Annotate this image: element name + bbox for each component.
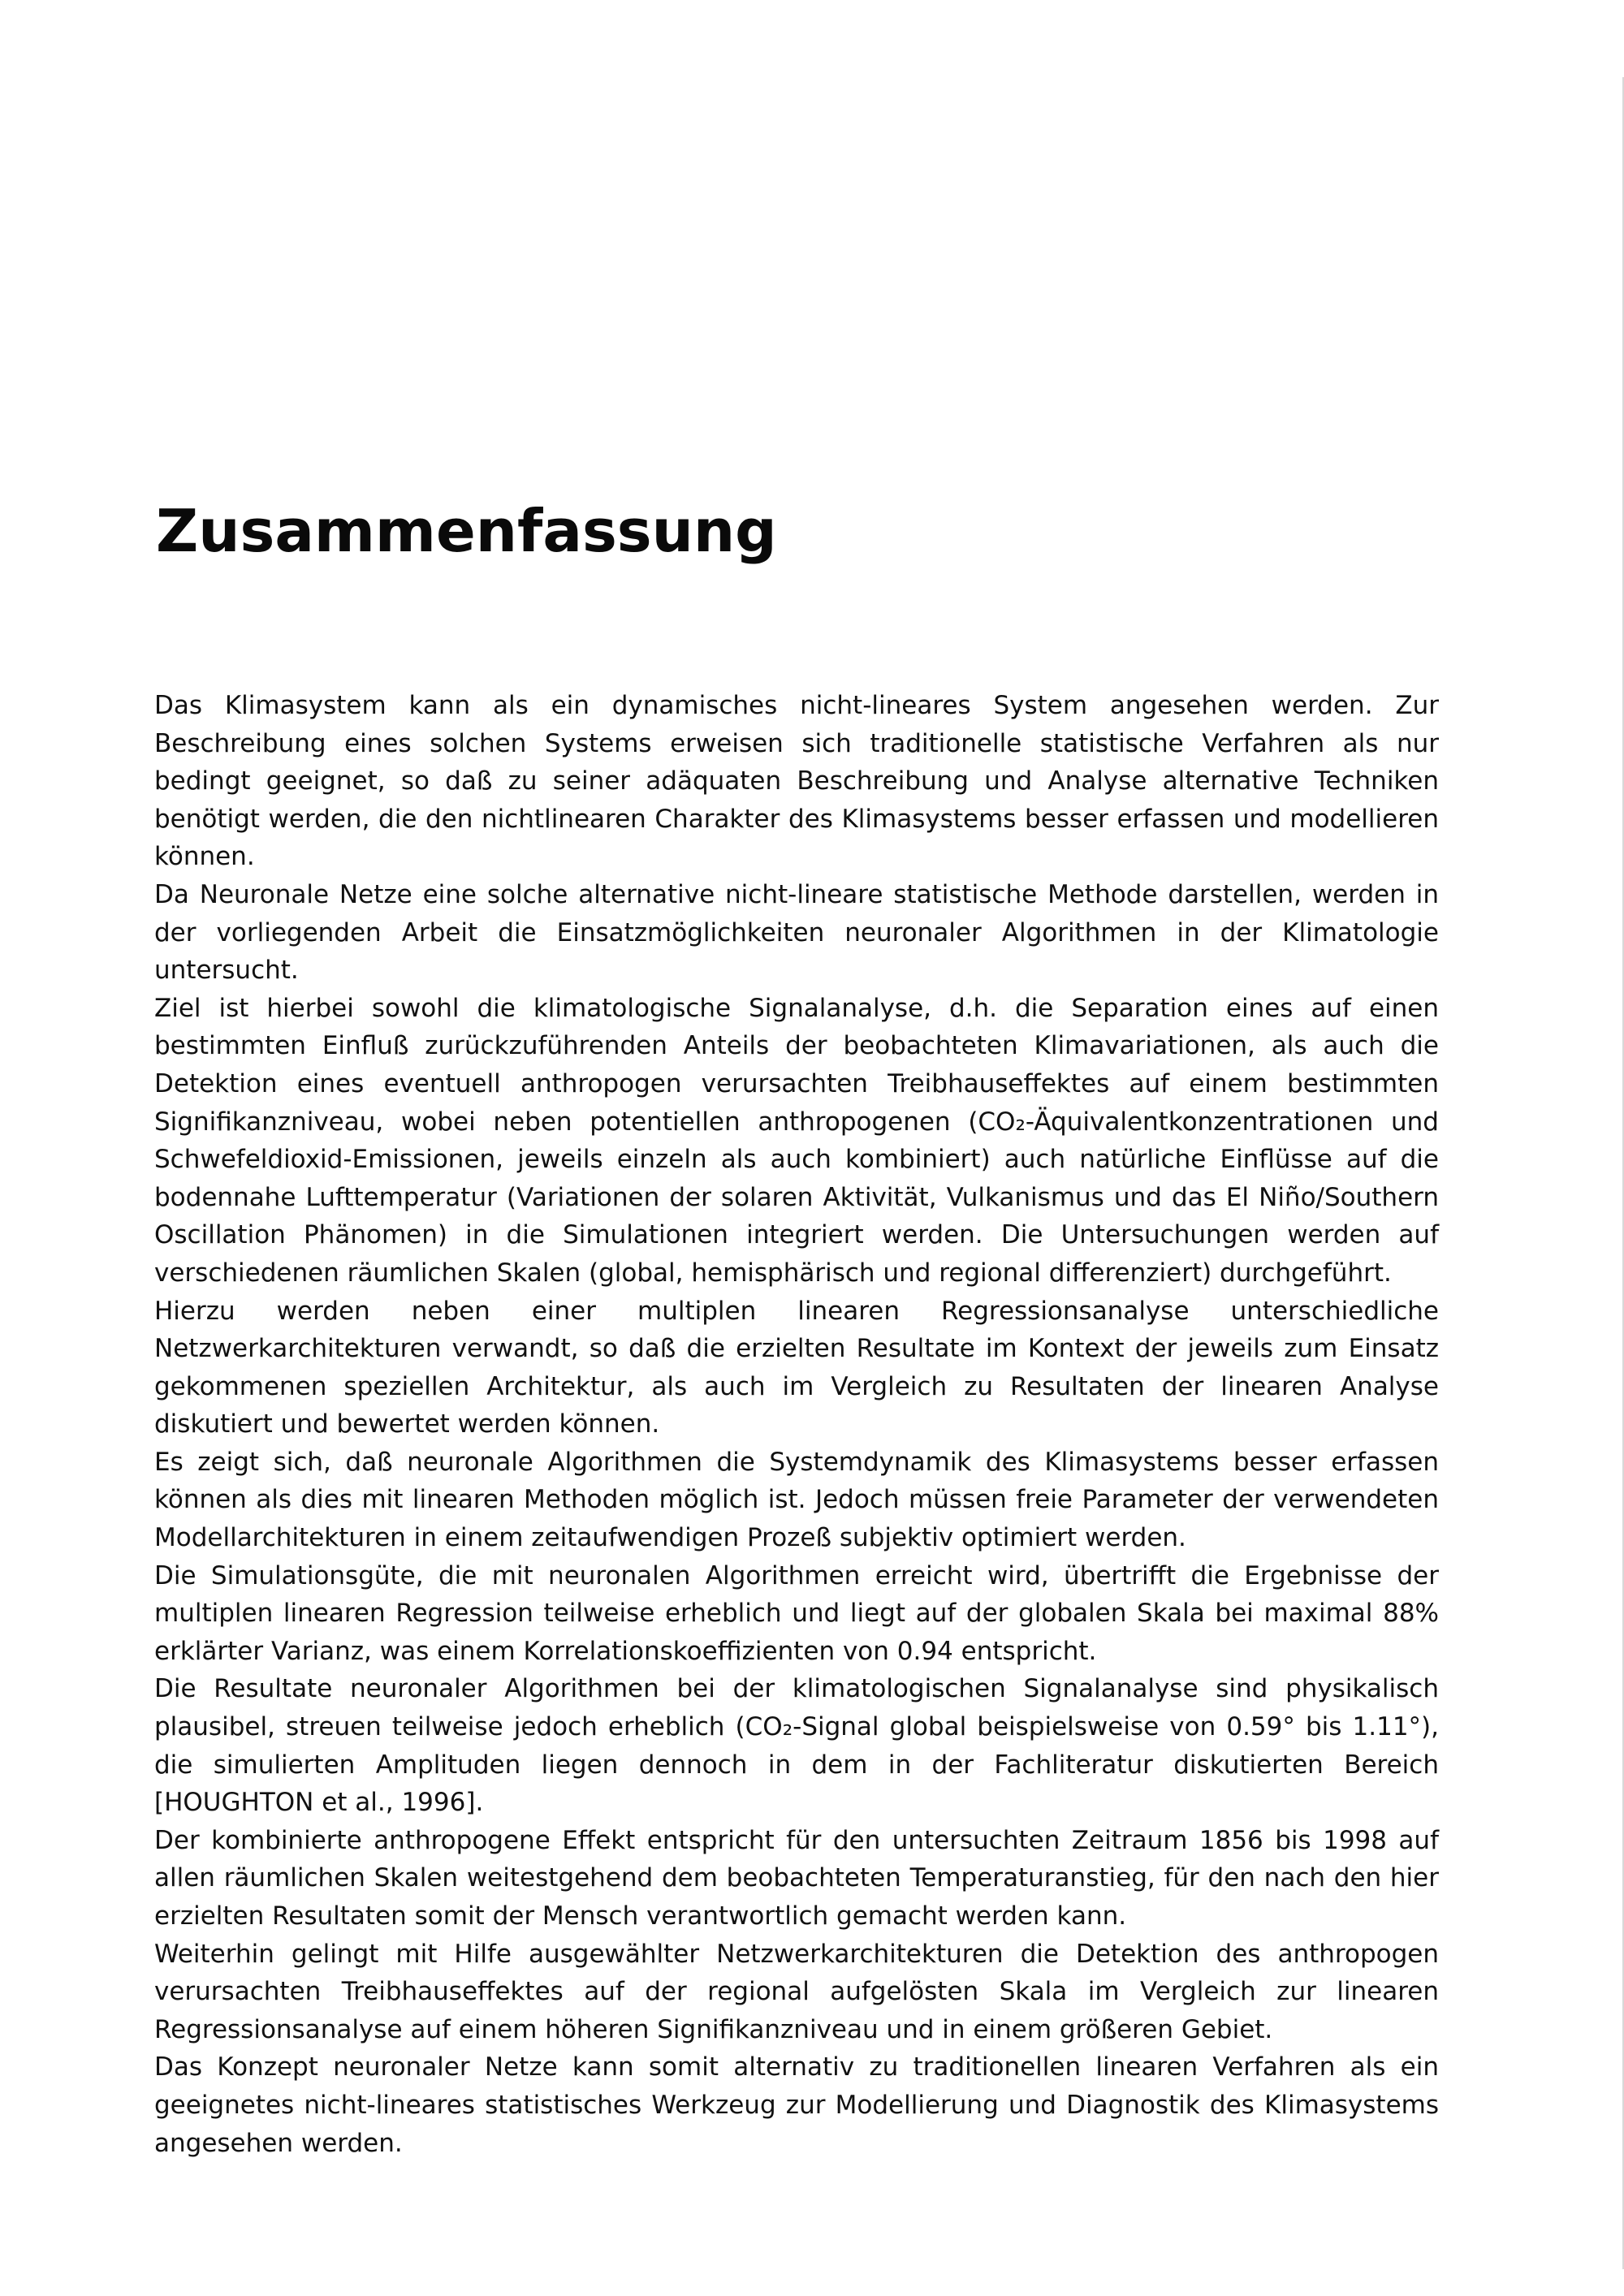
paragraph-9: Weiterhin gelingt mit Hilfe ausgewählter Netzwerkarchitekturen die Detektion des anthropogen verursachten Treibhauseffektes auf der regional aufgelösten Skala im Vergleich zur linearen Regressionsanalyse auf einem höheren Signifikanzniveau und in einem größeren Gebiet. — [154, 1939, 1439, 2044]
paragraph-5: Es zeigt sich, daß neuronale Algorithmen die Systemdynamik des Klimasystems besser erfassen können als dies mit linearen Methoden möglich ist. Jedoch müssen freie Parameter der verwendeten Modellarchitekturen in einem zeitaufwendigen Prozeß subjektiv optimiert werden. — [154, 1447, 1439, 1553]
paragraph-6: Die Simulationsgüte, die mit neuronalen Algorithmen erreicht wird, übertrifft die Ergebnisse der multiplen linearen Regression teilweise erheblich und liegt auf der globalen Skala bei maximal 88% erklärter Varianz, was einem Korrelationskoeffizienten von 0.94 entspricht. — [154, 1560, 1439, 1666]
paragraph-10: Das Konzept neuronaler Netze kann somit alternativ zu traditionellen linearen Verfahren als ein geeignetes nicht-lineares statistisches Werkzeug zur Modellierung und Diagnostik des Klimasystems angesehen werden. — [154, 2052, 1439, 2158]
paragraph-4: Hierzu werden neben einer multiplen linearen Regressionsanalyse unterschiedliche Netzwerkarchitekturen verwandt, so daß die erzielten Resultate im Kontext der jeweils zum Einsatz gekommenen speziellen Architektur, als auch im Vergleich zu Resultaten der linearen Analyse diskutiert und bewertet werden können. — [154, 1296, 1439, 1439]
paragraph-2: Da Neuronale Netze eine solche alternative nicht-lineare statistische Methode darstellen, werden in der vorliegenden Arbeit die Einsatzmöglichkeiten neuronaler Algorithmen in der Klimatologie untersucht. — [154, 879, 1439, 986]
chapter-title: Zusammenfassung — [156, 497, 777, 565]
abstract-body — [154, 687, 1439, 2162]
paragraph-3: Ziel ist hierbei sowohl die klimatologische Signalanalyse, d.h. die Separation eines auf einen bestimmten Einfluß zurückzuführenden Anteils der beobachteten Klimavariationen, als auch die Detektion eines eventuell anthropogen verursachten Treibhauseffektes auf einem bestimmten Signifikanzniveau, wobei neben potentiellen anthropogenen (CO₂-Äquivalentkonzentrationen und Schwefeldioxid-Emissionen, jeweils einzeln als auch kombiniert) auch natürliche Einflüsse auf die bodennahe Lufttemperatur (Variationen der solaren Aktivität, Vulkanismus und das El Niño/Southern Oscillation Phänomen) in die Simulationen integriert werden. Die Untersuchungen werden auf verschiedenen räumlichen Skalen (global, hemisphärisch und regional differenziert) durchgeführt. — [154, 993, 1439, 1288]
paragraph-7: Die Resultate neuronaler Algorithmen bei der klimatologischen Signalanalyse sind physikalisch plausibel, streuen teilweise jedoch erheblich (CO₂-Signal global beispielsweise von 0.59° bis 1.11°), die simulierten Amplituden liegen dennoch in dem in der Fachliteratur diskutierten Bereich [HOUGHTON et al., 1996]. — [154, 1674, 1439, 1818]
paragraph-1: Das Klimasystem kann als ein dynamisches nicht-lineares System angesehen werden. Zur Beschreibung eines solchen Systems erweisen sich traditionelle statistische Verfahren als nur bedingt geeignet, so daß zu seiner adäquaten Beschreibung und Analyse alternative Techniken benötigt werden, die den nichtlinearen Charakter des Klimasystems besser erfassen und modellieren können. — [154, 691, 1439, 872]
paragraph-8: Der kombinierte anthropogene Effekt entspricht für den untersuchten Zeitraum 1856 bis 1998 auf allen räumlichen Skalen weitestgehend dem beobachteten Temperaturanstieg, für den nach den hier erzielten Resultaten somit der Mensch verantwortlich gemacht werden kann. — [154, 1825, 1439, 1931]
